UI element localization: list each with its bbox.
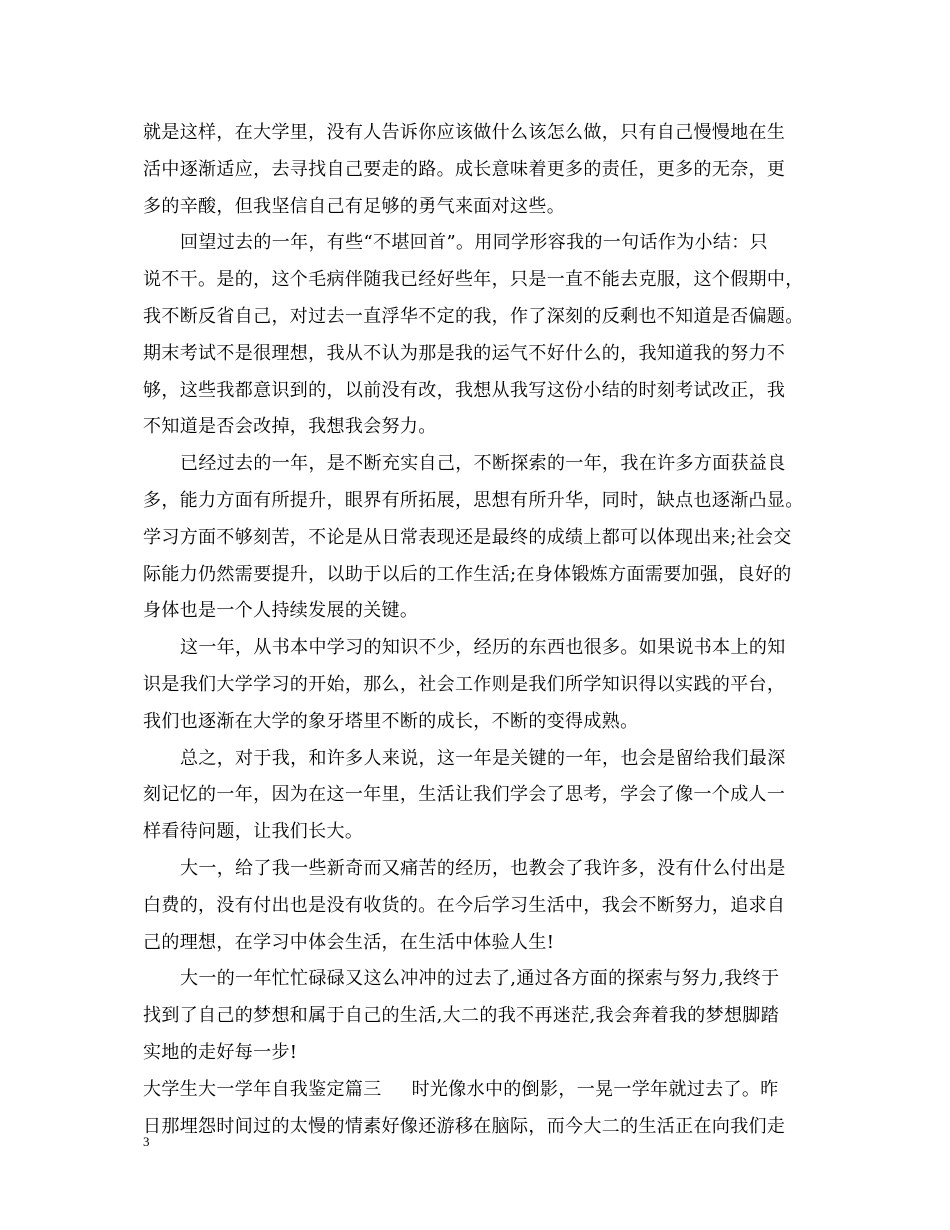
text-line: 找到了自己的梦想和属于自己的生活,大二的我不再迷茫,我会奔着我的梦想脚踏 [143, 1005, 780, 1027]
text-line: 实地的走好每一步! [143, 1041, 298, 1063]
text-line: 够，这些我都意识到的，以前没有改，我想从我写这份小结的时刻考试改正，我 [143, 379, 786, 401]
text-line: 就是这样，在大学里，没有人告诉你应该做什么该怎么做，只有自己慢慢地在生 [143, 122, 786, 143]
text-line: 身体也是一个人持续发展的关键。 [143, 600, 419, 622]
text-line: 大一，给了我一些新奇而又痛苦的经历，也教会了我许多，没有什么付出是 [180, 857, 786, 879]
text-line: 我们也逐渐在大学的象牙塔里不断的成长，不断的变得成熟。 [143, 710, 639, 732]
text-line: 期末考试不是很理想，我从不认为那是我的运气不好什么的，我知道我的努力不 [143, 342, 786, 364]
text-line: 多的辛酸，但我坚信自己有足够的勇气来面对这些。 [143, 195, 566, 217]
text-line: 样看待问题，让我们长大。 [143, 821, 364, 843]
text-line: 这一年，从书本中学习的知识不少，经历的东西也很多。如果说书本上的知 [180, 637, 786, 659]
text-line: 活中逐渐适应，去寻找自己要走的路。成长意味着更多的责任，更多的无奈，更 [143, 158, 786, 180]
heading-line [143, 1072, 823, 1109]
section-heading: 大学生大一学年自我鉴定篇三 [143, 1078, 382, 1100]
text-line: 日那埋怨时间过的太慢的情素好像还游移在脑际，而今大二的生活正在向我们走 [143, 1115, 786, 1137]
text-line: 总之，对于我，和许多人来说，这一年是关键的一年，也会是留给我们最深 [180, 747, 786, 769]
heading-line-text: 时光像水中的倒影，一晃一学年就过去了。昨 [411, 1078, 779, 1100]
text-line: 己的理想，在学习中体会生活，在生活中体验人生! [143, 931, 555, 953]
text-line: 际能力仍然需要提升，以助于以后的工作生活;在身体锻炼方面需要加强，良好的 [143, 563, 792, 585]
text-line: 不知道是否会改掉，我想我会努力。 [143, 416, 437, 438]
text-line: 我不断反省自己，对过去一直浮华不定的我，作了深刻的反剩也不知道是否偏题。 [143, 305, 804, 327]
text-line: 已经过去的一年，是不断充实自己，不断探索的一年，我在许多方面获益良 [180, 453, 786, 475]
text-line: 识是我们大学学习的开始，那么，社会工作则是我们所学知识得以实践的平台， [143, 673, 786, 695]
document-body [143, 115, 823, 1145]
text-line: 大一的一年忙忙碌碌又这么冲冲的过去了,通过各方面的探索与努力,我终于 [180, 968, 780, 990]
text-line: 说不干。是的，这个毛病伴随我已经好些年，只是一直不能去克服，这个假期中， [143, 269, 804, 291]
text-line: 白费的，没有付出也是没有收货的。在今后学习生活中，我会不断努力，追求自 [143, 894, 786, 916]
page-number: 3 [143, 1134, 150, 1149]
text-line: 学习方面不够刻苦，不论是从日常表现还是最终的成绩上都可以体现出来;社会交 [143, 526, 792, 548]
text-line: 多，能力方面有所提升，眼界有所拓展，思想有所升华，同时，缺点也逐渐凸显。 [143, 489, 804, 511]
text-line: 刻记忆的一年，因为在这一年里，生活让我们学会了思考，学会了像一个成人一 [143, 784, 786, 806]
text-line: 回望过去的一年，有些“不堪回首”。用同学形容我的一句话作为小结：只 [180, 232, 768, 254]
